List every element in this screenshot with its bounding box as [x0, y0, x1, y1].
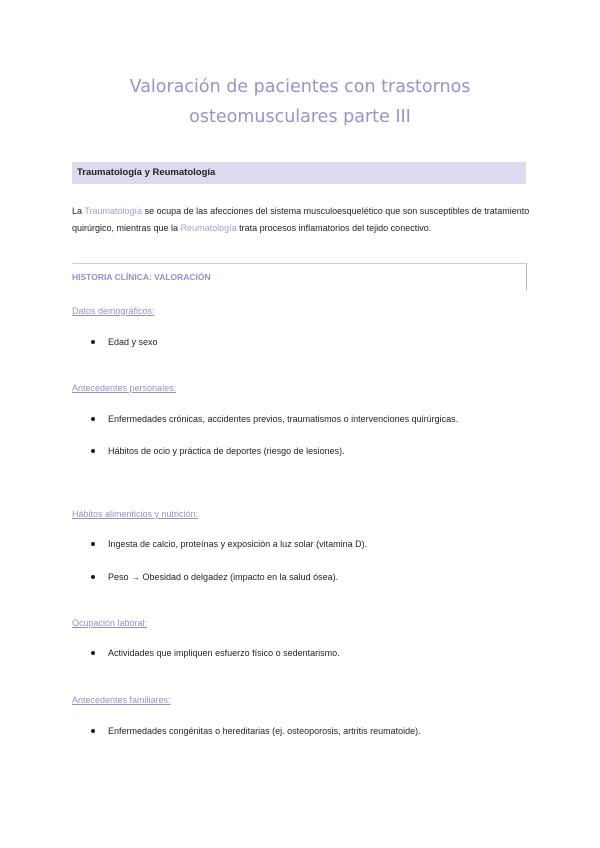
subheading-antecedentes-personales: Antecedentes personales:: [72, 383, 177, 393]
term-traumatologia: Traumatología: [84, 206, 143, 216]
page-title: [0, 72, 600, 132]
intro-text-1: La: [72, 206, 85, 216]
history-heading-box: [72, 263, 527, 290]
section-header-label: Traumatología y Reumatología: [77, 167, 216, 178]
list-item-text: Enfermedades congénitas o hereditarias (ej. osteoporosis, artritis reumatoide).: [108, 726, 421, 736]
list-item-text: Enfermedades crónicas, accidentes previos, traumatismos o intervenciones quirúrgicas.: [108, 414, 459, 424]
history-heading: HISTORIA CLÍNICA: VALORACIÓN: [72, 272, 211, 282]
list-item: [91, 337, 158, 347]
list-item-text: Ingesta de calcio, proteínas y exposición a luz solar (vitamina D).: [108, 539, 368, 549]
term-reumatologia: Reumatología: [180, 222, 237, 233]
title-line-2: osteomusculares parte III: [189, 107, 411, 127]
intro-text-2: se ocupa de las afecciones del sistema musculoesquelético que son susceptibles de tratamiento quirúrgico, mientras que la: [72, 206, 530, 233]
list-item: [91, 648, 340, 658]
list-item: [91, 726, 421, 736]
list-item: [91, 414, 458, 424]
intro-text-3: trata procesos inflamatorios del tejido conectivo.: [236, 222, 432, 233]
list-item-text: Edad y sexo: [108, 337, 158, 347]
list-item-text: Hábitos de ocio y práctica de deportes (riesgo de lesiones).: [108, 446, 345, 456]
bullet-icon: [91, 651, 95, 655]
bullet-icon: [91, 729, 95, 733]
subheading-antecedentes-familiares: Antecedentes familiares:: [72, 695, 171, 705]
list-item: [91, 572, 338, 582]
subheading-habitos-alimenticios: Hábitos alimenticios y nutrición:: [72, 509, 199, 519]
list-item: [91, 446, 345, 456]
list-item: [91, 539, 367, 549]
list-item-text: Actividades que impliquen esfuerzo físico o sedentarismo.: [108, 648, 340, 658]
bullet-icon: [91, 542, 95, 546]
bullet-icon: [91, 575, 95, 579]
title-line-1: Valoración de pacientes con trastornos: [129, 77, 471, 97]
list-item-text: Peso → Obesidad o delgadez (impacto en la salud ósea).: [108, 572, 339, 582]
bullet-icon: [91, 417, 95, 421]
bullet-icon: [91, 340, 95, 344]
subheading-ocupacion-laboral: Ocupación laboral:: [72, 618, 148, 628]
subheading-datos-demograficos: Datos demográficos:: [72, 306, 155, 316]
intro-paragraph: [72, 203, 530, 236]
section-header: [72, 162, 526, 184]
bullet-icon: [91, 449, 95, 453]
